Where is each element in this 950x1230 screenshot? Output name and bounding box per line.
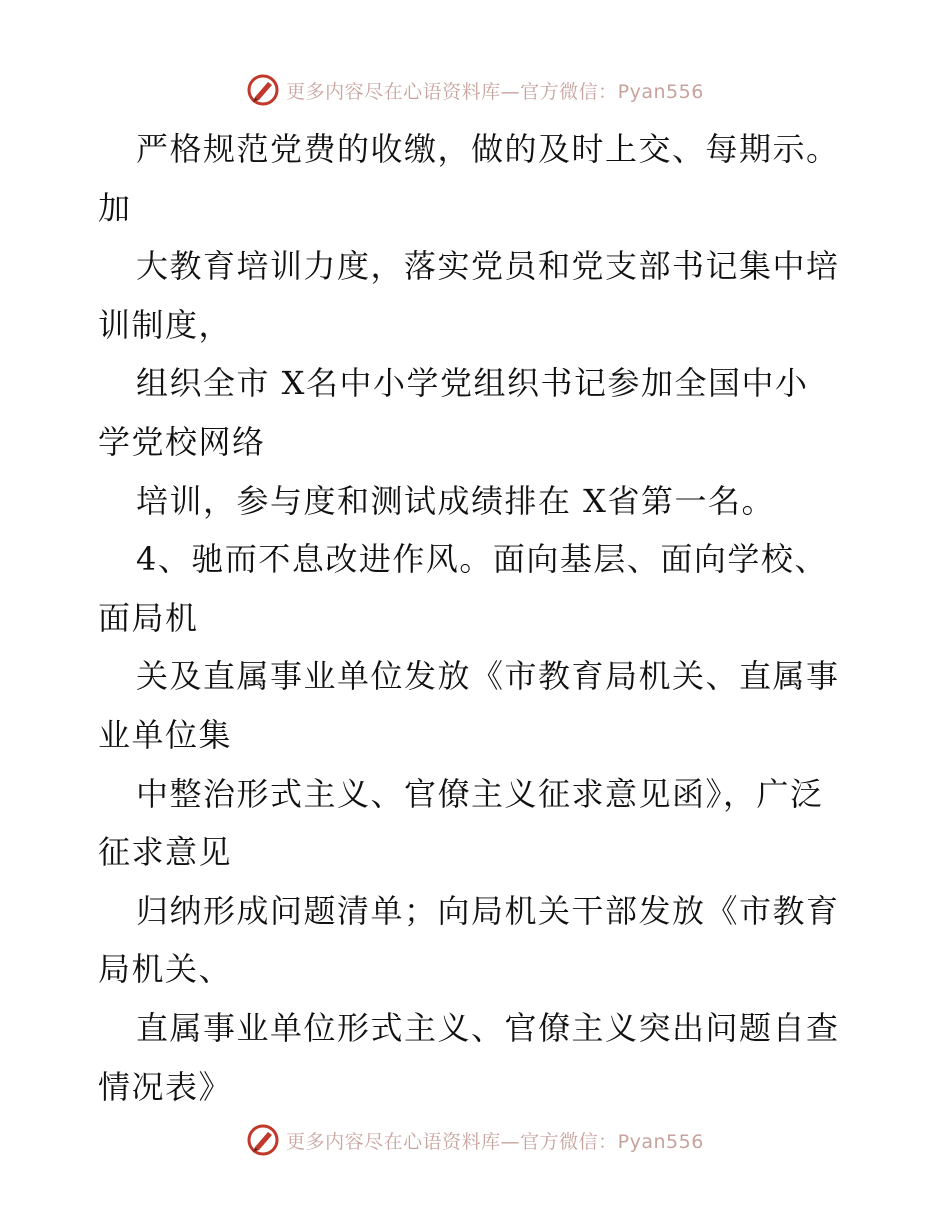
text-line: 直属事业单位形式主义、官僚主义突出问题自查 [136, 1008, 840, 1047]
text-line: 培训，参与度和测试成绩排在 X省第一名。 [136, 481, 775, 520]
text-line: 征求意见 [98, 833, 233, 872]
text-line: 学党校网络 [98, 422, 266, 461]
text-line: 归纳形成问题清单；向局机关干部发放《市教育 [136, 891, 840, 930]
pen-logo-icon [246, 1123, 280, 1157]
text-line: 局机关、 [98, 950, 233, 989]
header-watermark [0, 70, 950, 110]
watermark-text: 更多内容尽在心语资料库—官方微信：Pyan556 [286, 1130, 704, 1153]
text-line: 情况表》 [98, 1067, 233, 1106]
text-line: 4、驰而不息改进作风。面向基层、面向学校、 [136, 540, 828, 579]
text-line: 训制度， [98, 305, 233, 344]
text-line: 严格规范党费的收缴，做的及时上交、每期示。 [136, 130, 840, 168]
text-line: 业单位集 [98, 715, 233, 754]
text-line: 中整治形式主义、官僚主义征求意见函》，广泛 [136, 774, 824, 813]
text-line: 加 [98, 188, 132, 227]
watermark-text: 更多内容尽在心语资料库—官方微信：Pyan556 [286, 80, 704, 103]
text-line: 关及直属事业单位发放《市教育局机关、直属事 [136, 657, 840, 696]
text-line: 组织全市 X名中小学党组织书记参加全国中小 [136, 364, 809, 403]
text-line: 面局机 [98, 598, 199, 637]
pen-logo-icon [246, 73, 280, 107]
footer-watermark [0, 1120, 950, 1160]
document-body [98, 120, 858, 1116]
text-line: 大教育培训力度，落实党员和党支部书记集中培 [136, 247, 840, 286]
